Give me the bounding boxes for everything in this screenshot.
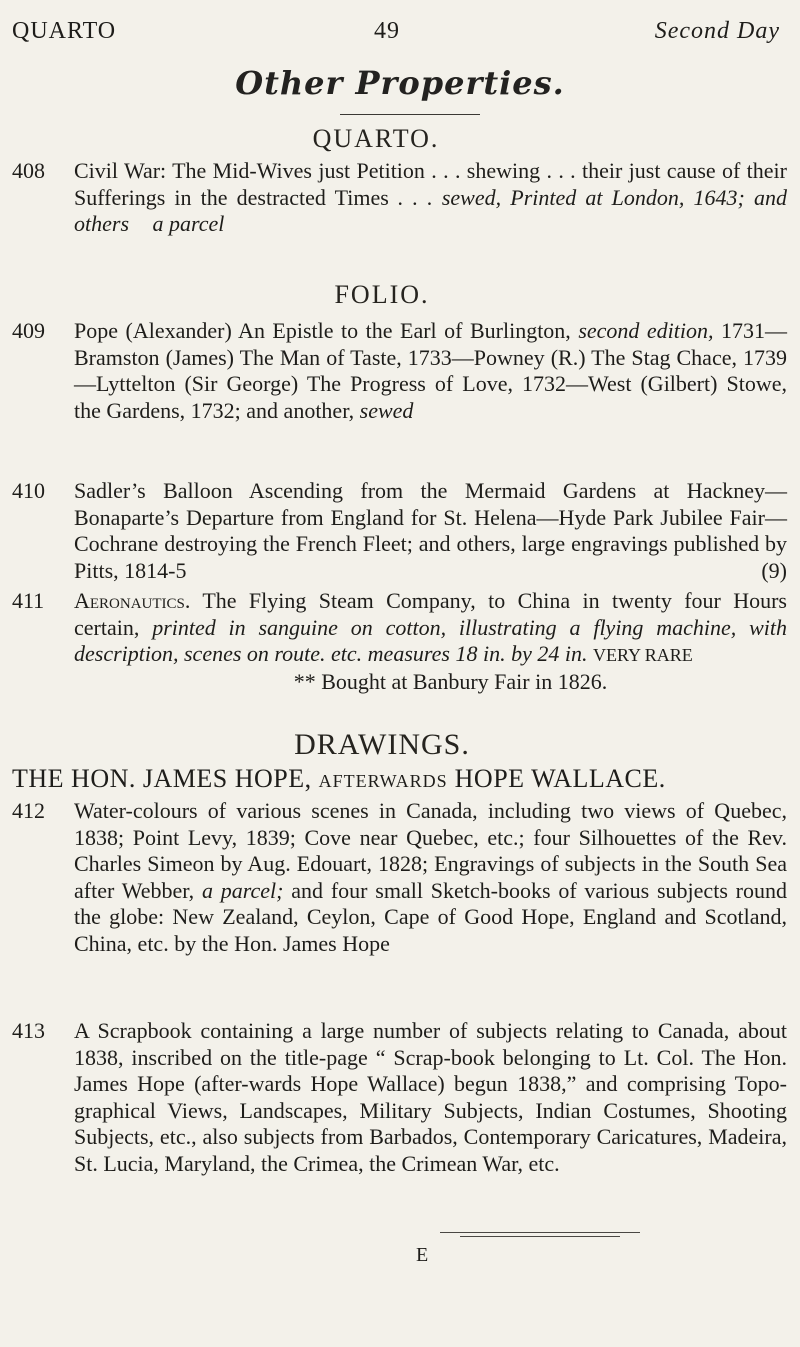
- lot-quantity: a parcel;: [201, 877, 284, 903]
- lot-description: [74, 1018, 787, 1177]
- collection-afterwards: AFTERWARDS: [318, 771, 448, 791]
- lot-binding: sewed: [359, 397, 414, 423]
- lot-quantity: a parcel: [152, 211, 225, 236]
- lot-413: [12, 1018, 787, 1177]
- lot-text: A Scrapbook containing a large number of subjects relating to Canada, about 1838, inscribed on the title-page “ Scrap-book belonging to Lt. Col. The Hon. James Hope (after-wards Hope Wallace) begun 1838,” and comprising Topo-graphical Views, Landscapes, Military Subjects, Indian Costumes, Shooting Subjects, etc., also subjects from Barbados, Contemporary Caricatures, Madeira, St. Lucia, Maryland, the Crimea, the Crimean War, etc.: [74, 1018, 787, 1176]
- lot-note: ** Bought at Banbury Fair in 1826.: [293, 668, 608, 694]
- lot-text: Sadler’s Balloon Ascending from the Mermaid Gardens at Hackney—Bonaparte’s Departure from England for St. Helena—Hyde Park Jubilee Fair—Cochrane destroying the French Fleet; and others, large engravings published by Pitts, 1814-5: [74, 478, 787, 583]
- lot-category: Aeronautics.: [74, 588, 191, 613]
- signature-mark: E: [416, 1244, 429, 1266]
- lot-411: [12, 588, 787, 695]
- running-head-format: QUARTO: [12, 18, 117, 44]
- lot-description: [74, 588, 787, 695]
- collection-tail: HOPE WALLACE.: [454, 764, 666, 793]
- lot-count: (9): [761, 557, 787, 583]
- page-number: 49: [374, 18, 400, 44]
- lot-text-cont: 1731—Bramston (James) The Man of Taste, 1733—Powney (R.) The Stag Chace, 1739—Lyttelton (Sir George) The Progress of Love, 1732—West (Gilbert) Stowe, the Gardens, 1732; and another,: [74, 318, 788, 423]
- lot-409: [12, 318, 787, 424]
- section-title: Other Properties.: [235, 64, 565, 102]
- footer-rule-second: [460, 1236, 620, 1237]
- lot-number: 411: [12, 588, 45, 613]
- lot-rarity: VERY RARE: [592, 645, 693, 665]
- subhead-drawings: DRAWINGS.: [294, 728, 470, 761]
- lot-408: [12, 158, 787, 238]
- lot-number: 412: [12, 798, 45, 823]
- lot-412: [12, 798, 787, 957]
- lot-number: 408: [12, 158, 45, 183]
- footer-rule: [440, 1232, 640, 1233]
- lot-text: Pope (Alexander) An Epistle to the Earl of Burlington,: [74, 318, 571, 343]
- lot-text: Civil War: The Mid-Wives just Petition . . . shewing . . . their just cause of their Sufferings in the destracted Times: [74, 158, 787, 210]
- lot-description: [74, 318, 787, 424]
- lot-number: 409: [12, 318, 45, 343]
- lot-text: The Flying Steam Company, to China in twenty four Hours certain,: [74, 588, 787, 640]
- title-rule: [340, 114, 480, 115]
- lot-number: 410: [12, 478, 45, 503]
- lot-410: [12, 478, 787, 584]
- subhead-folio: FOLIO.: [334, 280, 430, 309]
- running-head-day: Second Day: [654, 18, 780, 44]
- lot-imprint: . . . sewed, Printed at London, 1643; and others: [74, 184, 787, 236]
- running-head: [12, 18, 780, 48]
- subhead-quarto: QUARTO.: [312, 124, 440, 153]
- lot-description: [74, 798, 787, 957]
- lot-description: [74, 158, 787, 238]
- lot-description: [74, 478, 787, 584]
- collection-heading: [12, 764, 792, 794]
- lot-technique: printed in sanguine on cotton, illustrating a flying machine, with description, scenes on route. etc. measures 18 in. by 24 in.: [74, 614, 788, 666]
- lot-text: Water-colours of various scenes in Canada, including two views of Quebec, 1838; Point Levy, 1839; Cove near Quebec, etc.; four Silhouettes of the Rev. Charles Simeon by Aug. Edouart, 1828; Engravings of subjects in the South Sea after Webber,: [74, 798, 787, 903]
- lot-number: 413: [12, 1018, 45, 1043]
- lot-edition: second edition,: [578, 318, 714, 343]
- lot-text-cont: and four small Sketch-books of various subjects round the globe: New Zealand, Ceylon, Cape of Good Hope, England and Scotland, China, etc. by the Hon. James Hope: [74, 877, 787, 956]
- collection-name: THE HON. JAMES HOPE,: [12, 764, 312, 793]
